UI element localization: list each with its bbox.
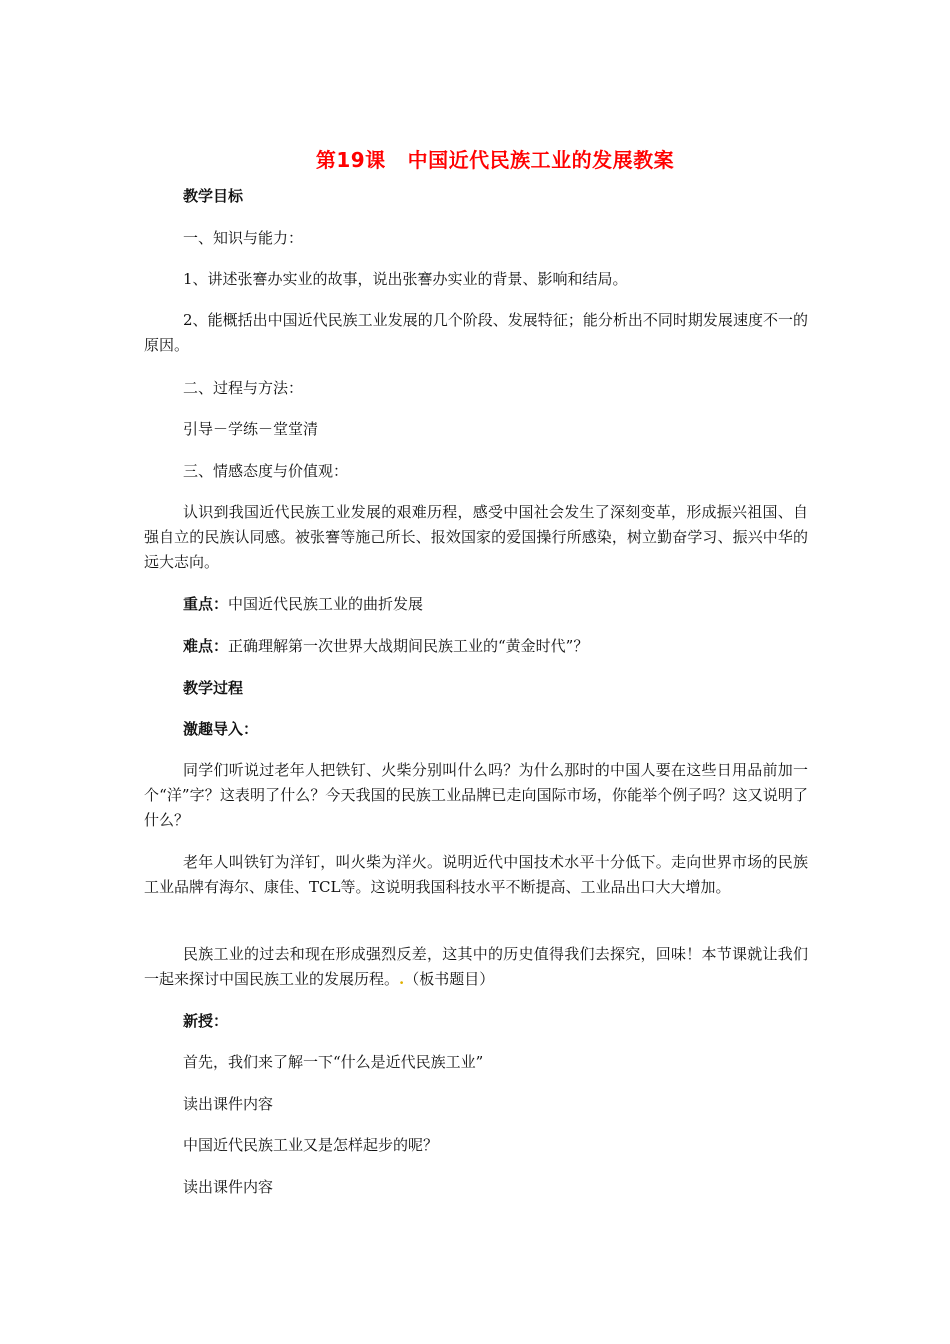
intro-paragraph-3-text: 民族工业的过去和现在形成强烈反差，这其中的历史值得我们去探究，回味！本节课就让我们一起来探讨中国民族工业的发展历程。 [144, 945, 808, 988]
section2-heading: 二、过程与方法： [183, 379, 304, 397]
intro-heading: 激趣导入： [183, 720, 259, 738]
key-label: 重点： [183, 595, 229, 613]
key-text: 中国近代民族工业的曲折发展 [228, 595, 424, 613]
process-heading: 教学过程 [183, 679, 244, 697]
difficulty-text: 正确理解第一次世界大战期间民族工业的“黄金时代”？ [228, 637, 589, 655]
key-point [183, 595, 423, 613]
new-lesson-line-3: 中国近代民族工业又是怎样起步的呢？ [183, 1136, 439, 1154]
new-lesson-heading: 新授： [183, 1012, 229, 1030]
objective-item-1: 1、讲述张謇办实业的故事，说出张謇办实业的背景、影响和结局。 [183, 270, 628, 288]
document-title [0, 144, 950, 173]
values-paragraph: 认识到我国近代民族工业发展的艰难历程，感受中国社会发生了深刻变革，形成振兴祖国、自强自立的民族认同感。被张謇等施己所长、报效国家的爱国操行所感染，树立勤奋学习、振兴中华的远大志向。 [144, 503, 808, 571]
objectives-heading: 教学目标 [183, 187, 244, 205]
new-lesson-line-2: 读出课件内容 [183, 1095, 274, 1113]
section1-heading: 一、知识与能力： [183, 229, 304, 247]
section3-heading: 三、情感态度与价值观： [183, 462, 349, 480]
highlight-dot: . [399, 970, 405, 988]
intro-paragraph-1: 同学们听说过老年人把铁钉、火柴分别叫什么吗？为什么那时的中国人要在这些日用品前加一个“洋”字？这表明了什么？今天我国的民族工业品牌已走向国际市场，你能举个例子吗？这又说明了什么？ [144, 761, 808, 829]
intro-paragraph-2: 老年人叫铁钉为洋钉，叫火柴为洋火。说明近代中国技术水平十分低下。走向世界市场的民族工业品牌有海尔、康佳、TCL等。这说明我国科技水平不断提高、工业品出口大大增加。 [144, 853, 808, 896]
objective-item-2: 2、能概括出中国近代民族工业发展的几个阶段、发展特征；能分析出不同时期发展速度不一的原因。 [144, 311, 808, 354]
difficulty-point [183, 637, 588, 655]
intro-paragraph-3 [144, 942, 808, 992]
method-text: 引导－学练－堂堂清 [183, 420, 319, 438]
title-prefix: 第19课 [315, 148, 386, 172]
title-main: 中国近代民族工业的发展教案 [407, 148, 675, 172]
difficulty-label: 难点： [183, 637, 229, 655]
intro-paragraph-3-note: （板书题目） [404, 970, 495, 988]
new-lesson-line-4: 读出课件内容 [183, 1178, 274, 1196]
new-lesson-line-1: 首先，我们来了解一下“什么是近代民族工业” [183, 1053, 484, 1071]
